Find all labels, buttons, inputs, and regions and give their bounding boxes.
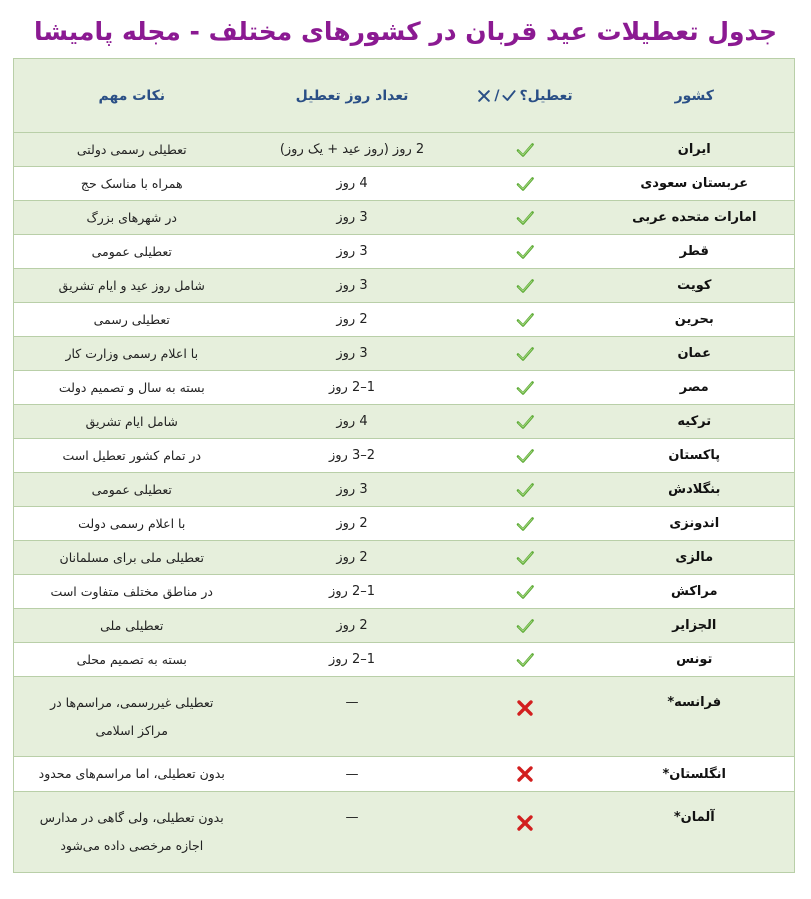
country-cell: عربستان سعودی [595,167,795,201]
table-row [14,405,795,439]
status-cell [455,235,595,269]
notes-cell: بدون تعطیلی، ولی گاهی در مدارس اجازه مرخصی داده می‌شود [14,792,250,873]
days-cell: 1–2 روز [250,575,455,609]
days-cell: — [250,792,455,873]
holidays-table [13,58,795,873]
days-cell: 2–3 روز [250,439,455,473]
status-cell [455,133,595,167]
table-row [14,507,795,541]
page-title: جدول تعطیلات عید قربان در کشورهای مختلف - مجله پامیشا [33,17,778,46]
table-row [14,677,795,757]
cross-icon [476,88,492,104]
country-cell: انگلستان* [595,757,795,792]
cross-icon [515,698,535,718]
notes-cell: تعطیلی غیررسمی، مراسم‌ها در مراکز اسلامی [14,677,250,757]
status-cell [455,473,595,507]
days-cell: 4 روز [250,405,455,439]
notes-cell: تعطیلی رسمی [14,303,250,337]
check-icon [515,616,535,636]
table-row [14,269,795,303]
country-cell: ترکیه [595,405,795,439]
notes-cell: بسته به تصمیم محلی [14,643,250,677]
status-cell [455,575,595,609]
notes-cell: تعطیلی ملی [14,609,250,643]
table-row [14,757,795,792]
status-cell [455,269,595,303]
table-row [14,439,795,473]
country-cell: فرانسه* [595,677,795,757]
check-icon [515,344,535,364]
status-cell [455,167,595,201]
table-row [14,541,795,575]
days-cell: 3 روز [250,201,455,235]
table-row [14,473,795,507]
country-cell: ایران [595,133,795,167]
notes-cell: در تمام کشور تعطیل است [14,439,250,473]
days-cell: — [250,757,455,792]
notes-cell: در شهرهای بزرگ [14,201,250,235]
country-cell: مالزی [595,541,795,575]
status-cell [455,541,595,575]
days-cell: 3 روز [250,337,455,371]
check-icon [515,208,535,228]
table-row [14,133,795,167]
check-icon [515,412,535,432]
check-icon [515,650,535,670]
check-icon [515,276,535,296]
country-cell: الجزایر [595,609,795,643]
table-row [14,235,795,269]
days-cell: 2 روز [250,507,455,541]
status-cell [455,609,595,643]
table-row [14,575,795,609]
notes-cell: بسته به سال و تصمیم دولت [14,371,250,405]
table-row [14,609,795,643]
check-icon [515,242,535,262]
check-icon [515,174,535,194]
check-icon [515,582,535,602]
status-cell [455,303,595,337]
days-cell: 2 روز (روز عید + یک روز) [250,133,455,167]
cross-icon [515,764,535,784]
header-status: تعطیل؟ / [455,59,595,133]
country-cell: اندونزی [595,507,795,541]
notes-cell: شامل روز عید و ایام تشریق [14,269,250,303]
table-row [14,167,795,201]
country-cell: عمان [595,337,795,371]
notes-cell: با اعلام رسمی دولت [14,507,250,541]
status-cell [455,201,595,235]
table-row [14,792,795,873]
status-cell [455,507,595,541]
status-cell [455,677,595,757]
status-cell [455,405,595,439]
check-icon [501,88,517,104]
table-row [14,337,795,371]
check-icon [515,480,535,500]
table-row [14,201,795,235]
status-cell [455,792,595,873]
days-cell: 3 روز [250,473,455,507]
status-cell [455,371,595,405]
check-icon [515,446,535,466]
check-icon [515,140,535,160]
check-icon [515,548,535,568]
check-icon [515,514,535,534]
country-cell: بحرین [595,303,795,337]
check-icon [515,378,535,398]
country-cell: تونس [595,643,795,677]
country-cell: بنگلادش [595,473,795,507]
country-cell: امارات متحده عربی [595,201,795,235]
country-cell: کویت [595,269,795,303]
days-cell: 3 روز [250,269,455,303]
table-row [14,303,795,337]
days-cell: 4 روز [250,167,455,201]
notes-cell: تعطیلی عمومی [14,473,250,507]
status-cell [455,337,595,371]
status-cell [455,439,595,473]
days-cell: 2 روز [250,609,455,643]
days-cell: 1–2 روز [250,371,455,405]
country-cell: مصر [595,371,795,405]
notes-cell: تعطیلی رسمی دولتی [14,133,250,167]
header-days: تعداد روز تعطیل [250,59,455,133]
notes-cell: تعطیلی عمومی [14,235,250,269]
days-cell: 1–2 روز [250,643,455,677]
notes-cell: در مناطق مختلف متفاوت است [14,575,250,609]
header-notes: نکات مهم [14,59,250,133]
country-cell: مراکش [595,575,795,609]
table-row [14,643,795,677]
table-row [14,371,795,405]
days-cell: — [250,677,455,757]
country-cell: آلمان* [595,792,795,873]
table-header-row [14,59,795,133]
notes-cell: بدون تعطیلی، اما مراسم‌های محدود [14,757,250,792]
status-cell [455,757,595,792]
notes-cell: شامل ایام تشریق [14,405,250,439]
days-cell: 3 روز [250,235,455,269]
days-cell: 2 روز [250,541,455,575]
header-country: کشور [595,59,795,133]
check-icon [515,310,535,330]
header-status-label: تعطیل؟ [519,87,573,104]
cross-icon [515,813,535,833]
notes-cell: همراه با مناسک حج [14,167,250,201]
country-cell: قطر [595,235,795,269]
notes-cell: تعطیلی ملی برای مسلمانان [14,541,250,575]
status-cell [455,643,595,677]
days-cell: 2 روز [250,303,455,337]
country-cell: پاکستان [595,439,795,473]
notes-cell: با اعلام رسمی وزارت کار [14,337,250,371]
